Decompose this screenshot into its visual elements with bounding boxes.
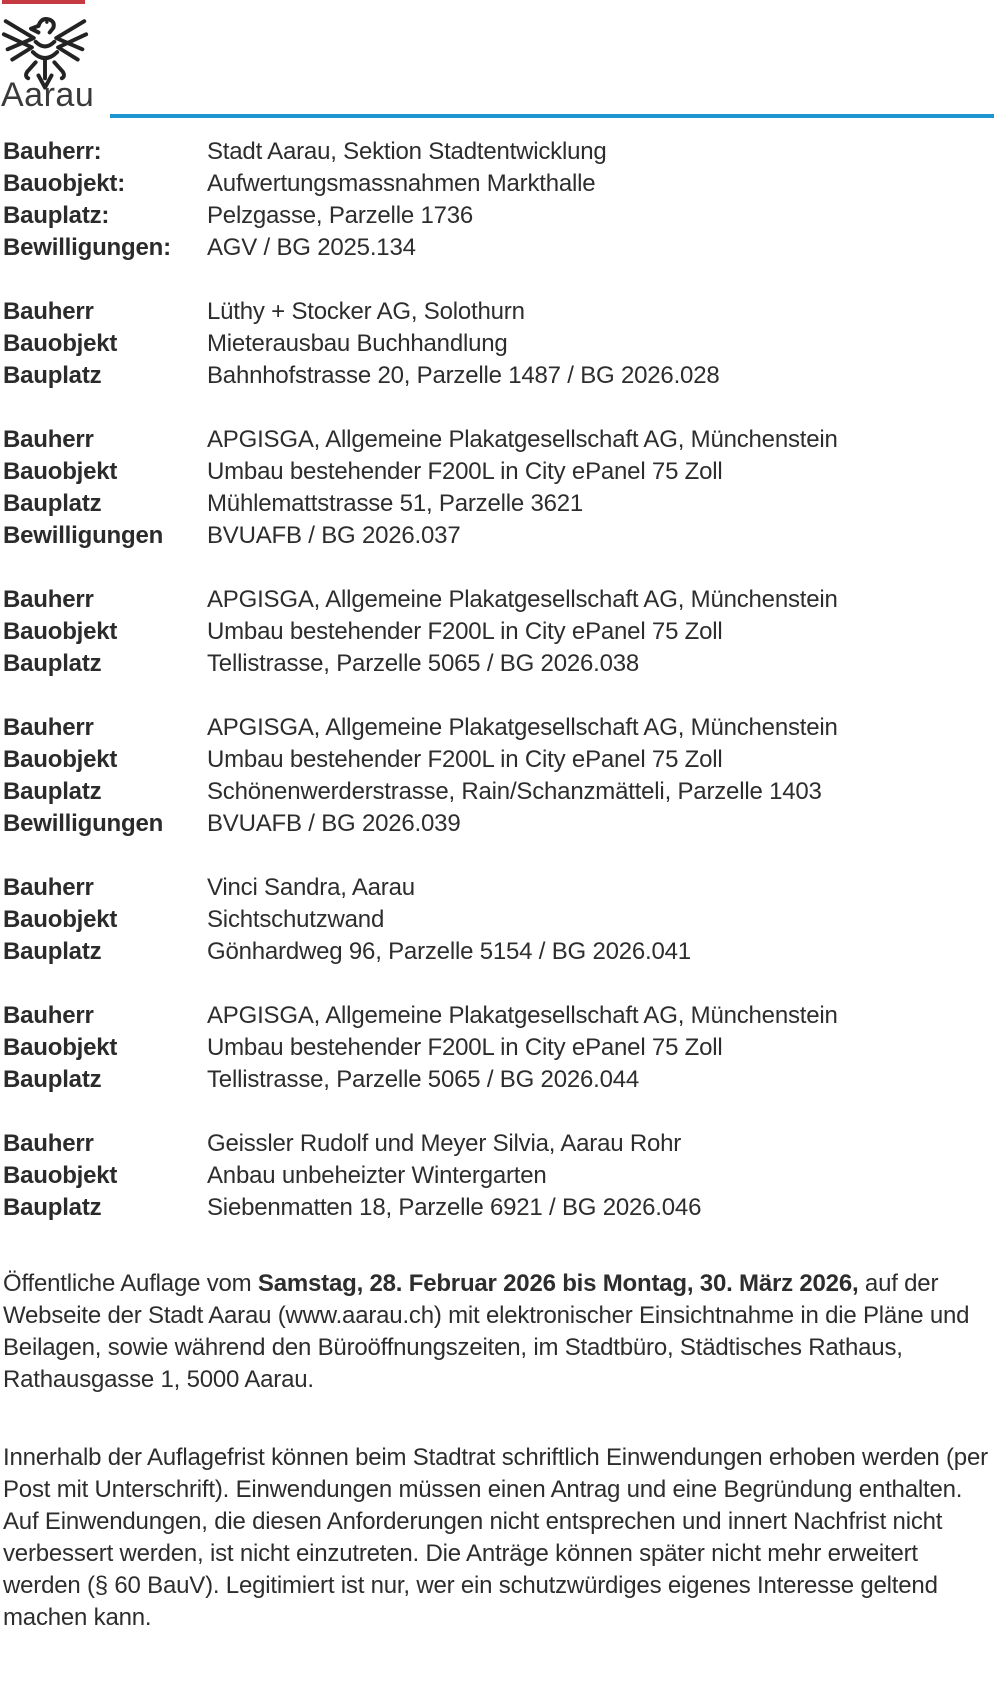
field-value: Umbau bestehender F200L in City ePanel 75 Zoll: [207, 458, 723, 485]
field-value: Lüthy + Stocker AG, Solothurn: [207, 298, 525, 325]
field-label: Bauherr: [3, 426, 94, 453]
entry-row: [3, 424, 990, 456]
entry-row: [3, 456, 990, 488]
field-value: Schönenwerderstrasse, Rain/Schanzmätteli, Parzelle 1403: [207, 778, 822, 805]
field-value: Sichtschutzwand: [207, 906, 385, 933]
entry-row: [3, 296, 990, 328]
field-label: Bauobjekt: [3, 618, 118, 645]
field-label: Bauobjekt: [3, 1162, 118, 1189]
logo-red-bar: [2, 0, 85, 4]
field-label: Bauobjekt:: [3, 170, 126, 197]
field-label: Bewilligungen: [3, 810, 164, 837]
field-value: Vinci Sandra, Aarau: [207, 874, 415, 901]
field-label: Bauplatz: [3, 490, 102, 517]
permit-list: [0, 130, 994, 1634]
field-value: Tellistrasse, Parzelle 5065 / BG 2026.044: [207, 1066, 640, 1093]
building-permit-entry: [3, 296, 990, 392]
field-label: Bauplatz:: [3, 202, 110, 229]
field-label: Bauherr:: [3, 138, 102, 165]
city-wordmark: Aarau: [1, 76, 95, 114]
header-accent-line: [110, 114, 994, 118]
field-label: Bauobjekt: [3, 906, 118, 933]
field-label: Bauherr: [3, 298, 94, 325]
field-value: Anbau unbeheizter Wintergarten: [207, 1162, 547, 1189]
field-value: Mieterausbau Buchhandlung: [207, 330, 508, 357]
entry-row: [3, 808, 990, 840]
field-label: Bauherr: [3, 586, 94, 613]
auflage-text-start: Öffentliche Auflage vom: [3, 1270, 258, 1297]
entry-row: [3, 936, 990, 968]
header: [0, 0, 994, 130]
entry-row: [3, 1032, 990, 1064]
field-label: Bauherr: [3, 874, 94, 901]
building-permit-entry: [3, 584, 990, 680]
entry-row: [3, 168, 990, 200]
building-permit-entry: [3, 136, 990, 264]
entry-row: [3, 1192, 990, 1224]
field-label: Bauplatz: [3, 1066, 102, 1093]
entry-row: [3, 1064, 990, 1096]
entry-row: [3, 1000, 990, 1032]
field-value: APGISGA, Allgemeine Plakatgesellschaft AG, Münchenstein: [207, 586, 838, 613]
entry-row: [3, 776, 990, 808]
building-permit-entry: [3, 712, 990, 840]
field-value: APGISGA, Allgemeine Plakatgesellschaft AG, Münchenstein: [207, 426, 838, 453]
entry-row: [3, 744, 990, 776]
field-value: Siebenmatten 18, Parzelle 6921 / BG 2026.046: [207, 1194, 702, 1221]
entry-row: [3, 1160, 990, 1192]
objection-instructions-paragraph: Innerhalb der Auflagefrist können beim Stadtrat schriftlich Einwendungen erhoben werden (per Post mit Unterschrift). Einwendungen müssen einen Antrag und eine Begründung enthalten. Auf Einwendungen, die diesen Anforderungen nicht entsprechen und innert Nachfrist nicht verbessert werden, ist nicht einzutreten. Die Anträge können später nicht mehr erweitert werden (§ 60 BauV). Legitimiert ist nur, wer ein schutzwürdiges eigenes Interesse geltend machen kann.: [3, 1444, 988, 1631]
field-label: Bauobjekt: [3, 330, 118, 357]
entry-row: [3, 520, 990, 552]
field-label: Bauobjekt: [3, 746, 118, 773]
display-period-dates: Samstag, 28. Februar 2026 bis Montag, 30. März 2026,: [257, 1270, 859, 1297]
entry-row: [3, 232, 990, 264]
building-permit-entry: [3, 1000, 990, 1096]
field-label: Bauplatz: [3, 1194, 102, 1221]
entry-row: [3, 904, 990, 936]
entry-row: [3, 584, 990, 616]
field-label: Bauplatz: [3, 362, 102, 389]
field-value: APGISGA, Allgemeine Plakatgesellschaft AG, Münchenstein: [207, 714, 838, 741]
auflage-text-end: auf der Webseite der Stadt Aarau (www.aarau.ch) mit elektronischer Einsichtnahme in die Pläne und Beilagen, sowie während den Büroöffnungszeiten, im Stadtbüro, Städtisches Rathaus, Rathausgasse 1, 5000 Aarau.: [3, 1270, 970, 1393]
field-label: Bauherr: [3, 714, 94, 741]
entry-row: [3, 616, 990, 648]
field-value: Gönhardweg 96, Parzelle 5154 / BG 2026.041: [207, 938, 691, 965]
entry-row: [3, 328, 990, 360]
field-value: APGISGA, Allgemeine Plakatgesellschaft AG, Münchenstein: [207, 1002, 838, 1029]
field-value: Umbau bestehender F200L in City ePanel 75 Zoll: [207, 1034, 723, 1061]
field-label: Bewilligungen: [3, 522, 164, 549]
field-value: Tellistrasse, Parzelle 5065 / BG 2026.038: [207, 650, 640, 677]
field-value: Aufwertungsmassnahmen Markthalle: [207, 170, 596, 197]
entry-row: [3, 872, 990, 904]
field-label: Bauplatz: [3, 778, 102, 805]
field-value: AGV / BG 2025.134: [207, 234, 416, 261]
field-label: Bauobjekt: [3, 1034, 118, 1061]
field-value: Pelzgasse, Parzelle 1736: [207, 202, 474, 229]
building-permit-entry: [3, 1128, 990, 1224]
field-label: Bauplatz: [3, 938, 102, 965]
field-value: BVUAFB / BG 2026.037: [207, 522, 461, 549]
field-value: Umbau bestehender F200L in City ePanel 75 Zoll: [207, 746, 723, 773]
field-value: Mühlemattstrasse 51, Parzelle 3621: [207, 490, 584, 517]
field-label: Bauherr: [3, 1130, 94, 1157]
field-label: Bauherr: [3, 1002, 94, 1029]
entry-row: [3, 488, 990, 520]
field-label: Bewilligungen:: [3, 234, 171, 261]
entry-row: [3, 712, 990, 744]
entry-row: [3, 360, 990, 392]
field-value: Umbau bestehender F200L in City ePanel 75 Zoll: [207, 618, 723, 645]
field-value: Stadt Aarau, Sektion Stadtentwicklung: [207, 138, 607, 165]
building-permit-entry: [3, 424, 990, 552]
field-value: BVUAFB / BG 2026.039: [207, 810, 461, 837]
building-permit-entry: [3, 872, 990, 968]
field-label: Bauobjekt: [3, 458, 118, 485]
public-display-paragraph: [3, 1268, 990, 1396]
entry-row: [3, 200, 990, 232]
field-value: Geissler Rudolf und Meyer Silvia, Aarau Rohr: [207, 1130, 682, 1157]
entry-row: [3, 136, 990, 168]
field-value: Bahnhofstrasse 20, Parzelle 1487 / BG 2026.028: [207, 362, 720, 389]
field-label: Bauplatz: [3, 650, 102, 677]
entry-row: [3, 1128, 990, 1160]
entry-row: [3, 648, 990, 680]
